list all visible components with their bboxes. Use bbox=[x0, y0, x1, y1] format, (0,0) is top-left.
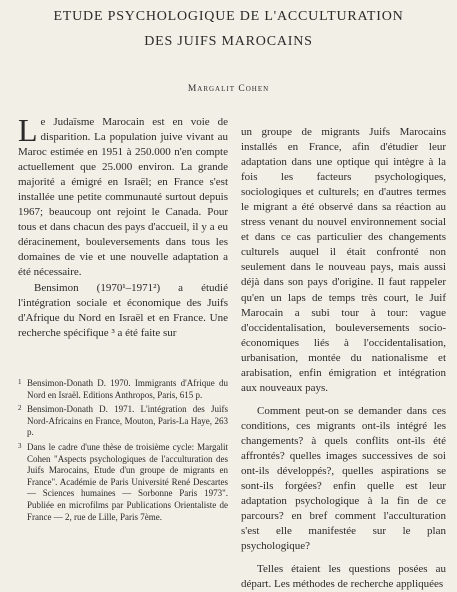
footnote-number: 1 bbox=[18, 378, 22, 386]
article-title-line-1: ETUDE PSYCHOLOGIQUE DE L'ACCULTURATION bbox=[53, 9, 404, 24]
footnotes bbox=[18, 378, 228, 526]
bensimon-paragraph: Bensimon (1970¹–1971²) a étudié l'intégration sociale et économique des Juifs d'Afrique du Nord en Israël et en France. Une recherche spécifique ³ a été faite sur bbox=[18, 281, 228, 339]
right-paragraph-3: Telles étaient les questions posées au départ. Les méthodes de recherche appliquées bbox=[241, 563, 446, 591]
footnote-text: Bensimon-Donath D. 1970. Immigrants d'Afrique du Nord en Israël. Editions Anthropos, Paris, 615 p. bbox=[27, 378, 228, 400]
intro-paragraph bbox=[18, 112, 228, 281]
drop-cap: L bbox=[18, 112, 38, 148]
right-paragraph-2: Comment peut-on se demander dans ces conditions, ces migrants ont-ils intégré les changements? à quels conflits ont-ils été affrontés? quelles images successives de soi ont-ils développés?, quelles aspirations se sont-ils forgées? enfin quelle est leur adaptation psychologique à la fin de ce parcours? en bref comment l'acculturation s'est elle manifestée sur le plan psychologique? bbox=[241, 404, 446, 553]
footnote-text: Bensimon-Donath D. 1971. L'intégration des Juifs Nord-Africains en France, Mouton, Paris-La Haye, 263 p. bbox=[27, 404, 228, 438]
left-column bbox=[18, 112, 228, 341]
footnote-number: 2 bbox=[18, 404, 22, 413]
intro-text: e Judaïsme Marocain est en voie de disparition. La population juive vivant au Maroc estimée en 1951 à 250.000 n'en compte actuellement que 25.000 environ. La grande majorité a émigré en Israël; en France s'est installée une petite communauté surtout depuis 1967; beaucoup ont rejoint le Canada. Pour tous et dans chacun des pays d'accueil, il y a eu déracinement, bouleversements dans tous les domaines de vie et une nouvelle adaptation a été nécessaire. bbox=[18, 116, 228, 279]
footnote-3 bbox=[18, 442, 228, 523]
footnote-text: Dans le cadre d'une thèse de troisième cycle: Margalit Cohen "Aspects psychologiques de l'acculturation des Juifs Marocains, Etude d'un groupe de migrants en France". Académie de Paris Université René Descartes — Sciences humaines — Sorbonne Paris 1973". Publiée en microfilms par Publications Orientaliste de France — 2, rue de Lille, Paris 7ème. bbox=[27, 441, 228, 522]
right-column bbox=[241, 125, 446, 592]
footnote-number: 3 bbox=[18, 441, 22, 450]
right-paragraph-1: un groupe de migrants Juifs Marocains installés en France, afin d'étudier leur adaptation dans une optique qui intègre à la fois les facteurs psychologiques, sociologiques et culturels; en d'autres termes le migrant a été observé dans sa réaction au stress venant du nouvel environnement social et dans ce cas particulier des changements culturels auquel il était confronté non seulement dans le nouveau pays, mais aussi déjà dans son pays d'origine. Il faut rappeler qu'en un laps de temps très court, le Juif Marocain a subi tour à tour: vague d'occidentalisation, bouleversements socio-économiques liés à l'occidentalisation, urbanisation, montée du nationalisme et arabisation, enfin émigration et intégration aux nouveaux pays. bbox=[241, 126, 446, 394]
footnote-2 bbox=[18, 404, 228, 439]
article-title-line-2: DES JUIFS MAROCAINS bbox=[144, 34, 313, 49]
footnote-1 bbox=[18, 378, 228, 401]
author-name: Margalit Cohen bbox=[187, 84, 270, 94]
